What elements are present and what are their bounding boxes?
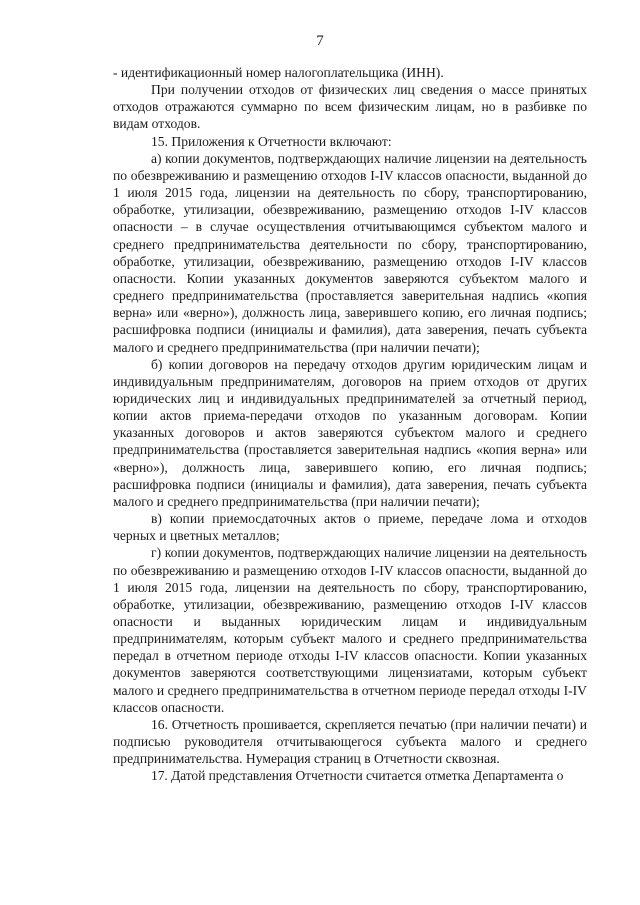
paragraph-15-v: в) копии приемосдаточных актов о приеме, передаче лома и отходов черных и цветных металлов; [113, 511, 587, 544]
paragraph-individuals-waste: При получении отходов от физических лиц сведения о массе принятых отходов отражаются суммарно по всем физическим лицам, но в разбивке по видам отходов. [113, 82, 587, 132]
page-number: 7 [316, 33, 324, 49]
paragraph-inn-item: - идентификационный номер налогоплательщика (ИНН). [113, 65, 444, 80]
paragraph-15-b: б) копии договоров на передачу отходов другим юридическим лицам и индивидуальным предпринимателям, договоров на прием отходов от других юридических лиц и индивидуальных предпринимателей за отчетный период, копии актов приема-передачи отходов по указанным договорам. Копии указанных договоров и актов заверяются субъектом малого и среднего предпринимательства (проставляется заверительная надпись «копия верна» или «верно»), должность лица, заверившего копию, его личная подпись; расшифровка подписи (инициалы и фамилия), дата заверения, печать субъекта малого и среднего предпринимательства (при наличии печати); [113, 356, 587, 509]
paragraph-16: 16. Отчетность прошивается, скрепляется печатью (при наличии печати) и подписью руководителя отчитывающегося субъекта малого и среднего предпринимательства. Нумерация страниц в Отчетности сквозная. [113, 716, 587, 767]
paragraph-15-heading: 15. Приложения к Отчетности включают: [151, 133, 392, 149]
document-body [113, 64, 587, 785]
paragraph-15-g: г) копии документов, подтверждающих наличие лицензии на деятельность по обезвреживанию и размещению отходов I-IV классов опасности, выданной до 1 июля 2015 года, лицензии на деятельность по сбору, транспортированию, обработке, утилизации, обезвреживанию, размещению отходов I-IV классов опасности и выданных юридическим лицам и индивидуальным предпринимателям, которым субъект малого и среднего предпринимательства передал в отчетном периоде отходы I-IV классов опасности. Копии указанных документов заверяются соответствующими лицензиатами, которым субъект малого и среднего предпринимательства в отчетном периоде передал отходы I-IV классов опасности. [113, 545, 587, 715]
paragraph-15-a: а) копии документов, подтверждающих наличие лицензии на деятельность по обезвреживанию и размещению отходов I-IV классов опасности, выданной до 1 июля 2015 года, лицензии на деятельность по сбору, транспортированию, обработке, утилизации, обезвреживанию, размещению отходов I-IV классов опасности – в случае осуществления отчитывающимся субъектом малого и среднего предпринимательства деятельности по сбору, транспортированию, обработке, утилизации, обезвреживанию, размещению отходов I-IV классов опасности. Копии указанных документов заверяются субъектом малого и среднего предпринимательства (проставляется заверительная надпись «копия верна» или «верно»), должность лица, заверившего копию, его личная подпись; расшифровка подписи (инициалы и фамилия), дата заверения, печать субъекта малого и среднего предпринимательства (при наличии печати); [113, 150, 587, 355]
paragraph-17: 17. Датой представления Отчетности считается отметка Департамента о [151, 768, 564, 784]
